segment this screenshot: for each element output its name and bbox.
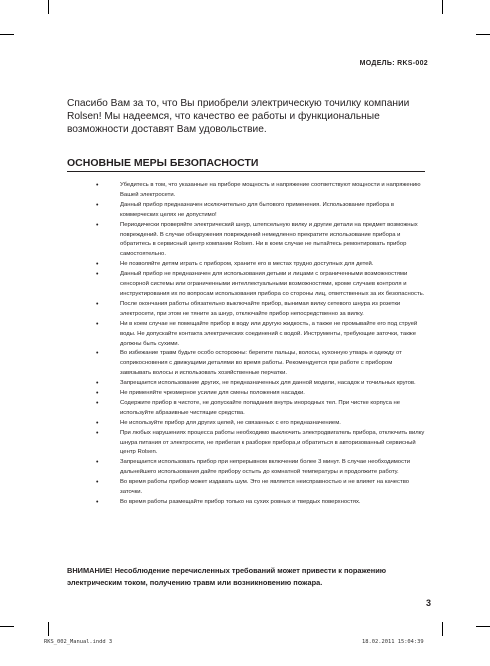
safety-list-item xyxy=(96,498,425,508)
section-title: ОСНОВНЫЕ МЕРЫ БЕЗОПАСНОСТИ xyxy=(67,157,259,169)
safety-list-item xyxy=(96,478,425,498)
safety-list-item-text: Запрещается использование других, не предназначенных для данной модели, насадок и точильных кругов. xyxy=(120,380,416,387)
bullet-icon: • xyxy=(96,261,99,269)
crop-mark-top-right xyxy=(442,0,443,14)
bullet-icon: • xyxy=(96,350,99,358)
safety-list-item-text: После окончания работы обязательно выключайте прибор, вынимая вилку сетевого шнура из розетки электросети, при этом не тяните за шнур, отключайте прибор непосредственно за вилку. xyxy=(120,300,401,317)
crop-mark-bottom-left-h xyxy=(0,626,14,627)
safety-list-item-text: При любых нарушениях процесса работы необходимо выключить электродвигатель прибора, отключить вилку шнура питания от электросети, не прибегая к разборке прибора,и обратиться в авторизованный сервисный центр Rolsen. xyxy=(120,429,425,456)
safety-list-item-text: Данный прибор предназначен исключительно для бытового применения. Использование прибора в коммерческих целях не допустимо! xyxy=(120,201,395,218)
warning-text: ВНИМАНИЕ! Несоблюдение перечисленных требований может привести к поражению электрическим током, получению травм или возникновению пожара. xyxy=(67,566,387,587)
bullet-icon: • xyxy=(96,201,99,209)
bullet-icon: • xyxy=(96,399,99,407)
safety-list-item-text: Не применяйте чрезмерное усилие для смены положения насадки. xyxy=(120,390,305,397)
page-number: 3 xyxy=(425,598,431,608)
safety-list-item-text: Периодически проверяйте электрический шнур, штепсельную вилку и другие детали на предмет возможных повреждений. В случае обнаружения повреждений немедленно прекратите использование прибора и обратитесь в сервисный центр компании Rolsen. Ни в коем случае не пытайтесь ремонтировать прибор самостоятельно. xyxy=(120,221,418,258)
safety-list-item-text: Во избежание травм будьте особо осторожны: берегите пальцы, волосы, кухонную утварь и одежду от соприкосновения с движущими деталями во время работы. Рекомендуется при работе с прибором завязывать волосы и использовать хозяйственные перчатки. xyxy=(120,350,402,377)
crop-mark-bottom-left xyxy=(48,622,49,636)
crop-mark-top-left xyxy=(48,0,49,14)
safety-list-item-text: Во время работы прибор может издавать шум. Это не является неисправностью и не влияет на качество заточки. xyxy=(120,479,410,496)
bullet-icon: • xyxy=(96,380,99,388)
safety-list-item-text: Не используйте прибор для других целей, не связанных с его предназначением. xyxy=(120,419,341,426)
crop-mark-top-left-h xyxy=(0,34,14,35)
safety-list-item xyxy=(96,389,425,399)
safety-list-item xyxy=(96,221,425,261)
safety-list-item xyxy=(96,181,425,201)
safety-list-item xyxy=(96,201,425,221)
bullet-icon: • xyxy=(96,390,99,398)
safety-list-item xyxy=(96,458,425,478)
bullet-icon: • xyxy=(96,499,99,506)
bullet-icon: • xyxy=(96,271,99,279)
intro-paragraph: Спасибо Вам за то, что Вы приобрели электрическую точилку компании Rolsen! Мы надеемся, что качество ее работы и функциональные возможности доставят Вам удовольствие. xyxy=(67,98,410,135)
slug-date: 18.02.2011 15:04:39 xyxy=(362,639,424,645)
safety-list-item xyxy=(96,349,425,379)
safety-list-item-text: Во время работы размещайте прибор только на сухих ровных и твердых поверхностях. xyxy=(120,499,361,505)
safety-list-item xyxy=(96,320,425,350)
bullet-icon: • xyxy=(96,221,99,229)
crop-mark-top-right-h xyxy=(476,34,490,35)
safety-list-item xyxy=(96,270,425,300)
bullet-icon: • xyxy=(96,300,99,308)
safety-list-item-text: Ни в коем случае не помещайте прибор в воду или другую жидкость, а также не промывайте его под струей воды. Не допускайте контакта электрических соединений с водой. Инструменты, требующие заточки, также должны быть сухими. xyxy=(120,320,418,347)
bullet-icon: • xyxy=(96,459,99,467)
safety-list-item-text: Запрещается использовать прибор при непрерывном включении более 3 минут. В случае необходимости дальнейшего использования дайте прибору остыть до комнатной температуры и продолжите работу. xyxy=(120,459,410,476)
bullet-icon: • xyxy=(96,320,99,328)
safety-list-item xyxy=(96,379,425,389)
safety-list xyxy=(96,181,425,508)
bullet-icon: • xyxy=(96,429,99,437)
crop-mark-bottom-right xyxy=(442,622,443,636)
safety-list-item xyxy=(96,419,425,429)
model-label: МОДЕЛЬ: RKS-002 xyxy=(359,60,428,67)
safety-list-item xyxy=(96,260,425,270)
safety-list-item xyxy=(96,300,425,320)
bullet-icon: • xyxy=(96,182,99,189)
safety-list-item xyxy=(96,399,425,419)
crop-mark-bottom-right-h xyxy=(476,626,490,627)
safety-list-item-text: Не позволяйте детям играть с прибором, храните его в местах трудно доступных для детей. xyxy=(120,261,374,268)
bullet-icon: • xyxy=(96,479,99,487)
safety-list-item-text: Содержите прибор в чистоте, не допускайте попадания внутрь инородных тел. При чистке корпуса не используйте абразивные чистящие средства. xyxy=(120,399,401,416)
safety-list-item-text: Убедитесь в том, что указанные на приборе мощность и напряжение соответствуют мощности и напряжению Вашей электросети. xyxy=(120,182,421,198)
slug-filename: RKS_002_Manual.indd 3 xyxy=(44,639,113,645)
bullet-icon: • xyxy=(96,419,99,427)
title-underline xyxy=(67,171,425,172)
safety-list-item-text: Данный прибор не предназначен для использования детьми и лицами с ограниченными возможностями сенсорной системы или ограниченными интеллектуальными возможностями, кроме случаев контроля и инструктирования их по вопросам использования прибора со стороны лиц, ответственных за их безопасность. xyxy=(120,271,425,297)
safety-list-item xyxy=(96,429,425,459)
